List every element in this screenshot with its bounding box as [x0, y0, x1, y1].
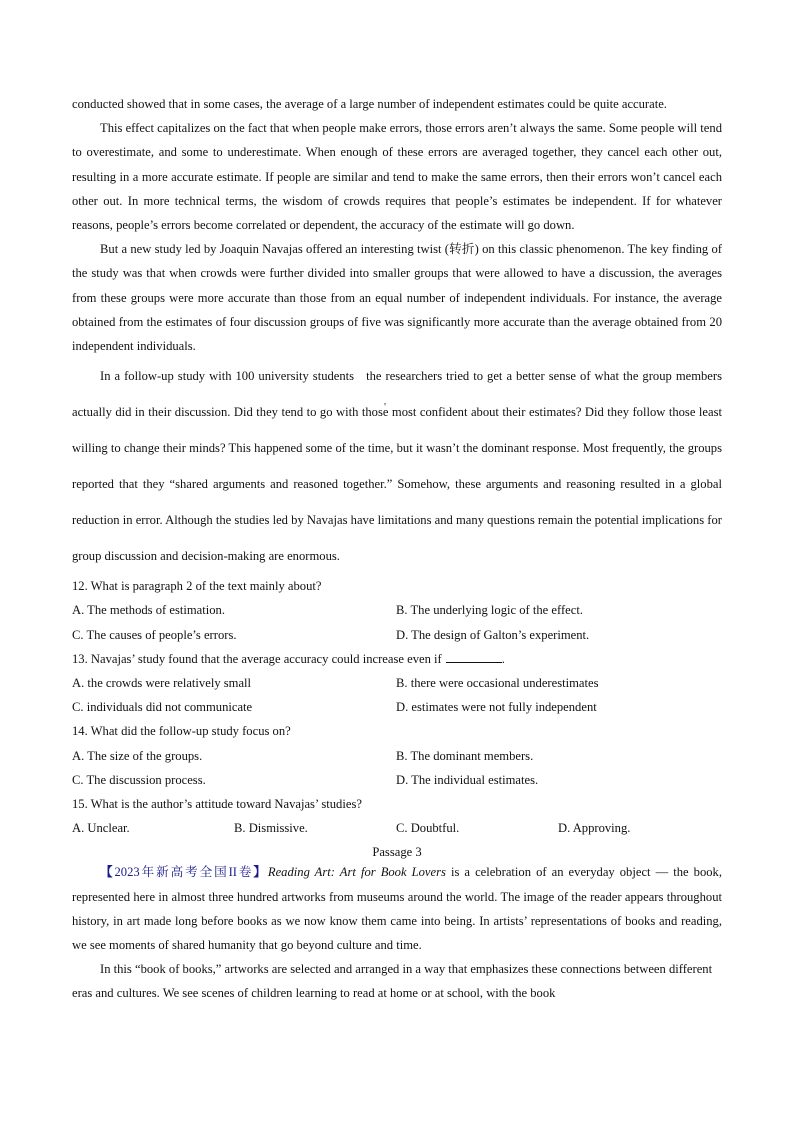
answer-blank: [446, 652, 502, 663]
option-d[interactable]: D. Approving.: [558, 821, 631, 836]
option-b[interactable]: B. there were occasional underestimates: [396, 676, 599, 691]
source-tag: 2023年新高考全国II卷: [114, 865, 254, 880]
source-tag-open: 【: [100, 865, 115, 880]
option-d[interactable]: D. The design of Galton’s experiment.: [396, 627, 590, 642]
question-15: [72, 792, 722, 840]
option-a[interactable]: A. Unclear.: [72, 821, 130, 836]
option-d[interactable]: D. The individual estimates.: [396, 772, 539, 787]
question-13: [72, 647, 722, 720]
passage-3-paragraph-1: [72, 860, 722, 957]
document-page: [72, 92, 722, 1006]
option-d[interactable]: D. estimates were not fully independent: [396, 700, 597, 715]
source-tag-close: 】: [253, 865, 268, 880]
option-a[interactable]: A. the crowds were relatively small: [72, 676, 252, 691]
option-c[interactable]: C. individuals did not communicate: [72, 700, 253, 715]
passage-3-paragraph-2: In this “book of books,” artworks are selected and arranged in a way that emphasizes these connections between different eras and cultures. We see scenes of children learning to read at home or at school, with the book: [72, 962, 713, 1001]
paragraph-2: This effect capitalizes on the fact that when people make errors, those errors aren’t always the same. Some people will tend to overestimate, and some to underestimate. When enough of these errors are averaged together, they cancel each other out, resulting in a more accurate estimate. If people are similar and tend to make the same errors, then their errors won’t cancel each other out. In more technical terms, the wisdom of crowds requires that people’s estimates be independent. If for whatever reasons, people’s errors become correlated or dependent, the accuracy of the estimate will go down.: [72, 121, 722, 233]
question-stem: [72, 647, 722, 671]
option-b[interactable]: B. Dismissive.: [234, 821, 308, 836]
option-c[interactable]: C. The discussion process.: [72, 772, 206, 787]
option-c[interactable]: C. The causes of people’s errors.: [72, 627, 237, 642]
question-stem: 14. What did the follow-up study focus on?: [72, 724, 291, 739]
paragraph-4-rest: the researchers tried to get a better sense of what the group members actually did in their discussion. Did they tend to go with those most confident about their estimates? Did they follow those least willing to change their minds? This happened some of the time, but it wasn’t the dominant response. Most frequently, the groups reported that they “shared arguments and reasoned together.” Somehow, these arguments and reasoning resulted in a global reduction in error. Although the studies led by Navajas have limitations and many questions remain the potential implications for group discussion and decision-making are enormous.: [72, 369, 722, 564]
question-stem: 12. What is paragraph 2 of the text mainly about?: [72, 579, 322, 594]
question-12: [72, 574, 722, 647]
question-14: [72, 719, 722, 792]
option-a[interactable]: A. The size of the groups.: [72, 748, 203, 763]
paragraph-4-start: In a follow-up study with 100 university students: [100, 369, 355, 384]
passage-3-title: Passage 3: [372, 845, 422, 860]
question-stem: 15. What is the author’s attitude toward Navajas’ studies?: [72, 797, 362, 812]
paragraph-4: [72, 358, 722, 574]
question-stem-text: 13. Navajas’ study found that the average accuracy could increase even if: [72, 651, 442, 666]
book-title: Reading Art: Art for Book Lovers: [267, 865, 446, 880]
option-b[interactable]: B. The underlying logic of the effect.: [396, 603, 583, 618]
option-b[interactable]: B. The dominant members.: [396, 748, 534, 763]
paragraph-3: But a new study led by Joaquin Navajas offered an interesting twist (转折) on this classic phenomenon. The key finding of the study was that when crowds were further divided into smaller groups that were allowed to have a discussion, the averages from these groups were more accurate than those from an equal number of independent individuals. For instance, the average obtained from the estimates of four discussion groups of five was significantly more accurate than the average obtained from 20 independent individuals.: [72, 242, 722, 354]
paragraph-1: conducted showed that in some cases, the average of a large number of independent estimates could be quite accurate.: [72, 97, 667, 111]
option-c[interactable]: C. Doubtful.: [396, 821, 460, 836]
question-stem-end: .: [501, 651, 505, 666]
paragraph-text: is a celebration of an everyday object — the book, represented here in almost three hundred artworks from museums around the world. The image of the reader appears throughout history, in art made long before books as we now know them came into being. In artists’ representations of books and reading, we see moments of shared humanity that go beyond culture and time.: [72, 865, 723, 953]
option-a[interactable]: A. The methods of estimation.: [72, 603, 225, 618]
